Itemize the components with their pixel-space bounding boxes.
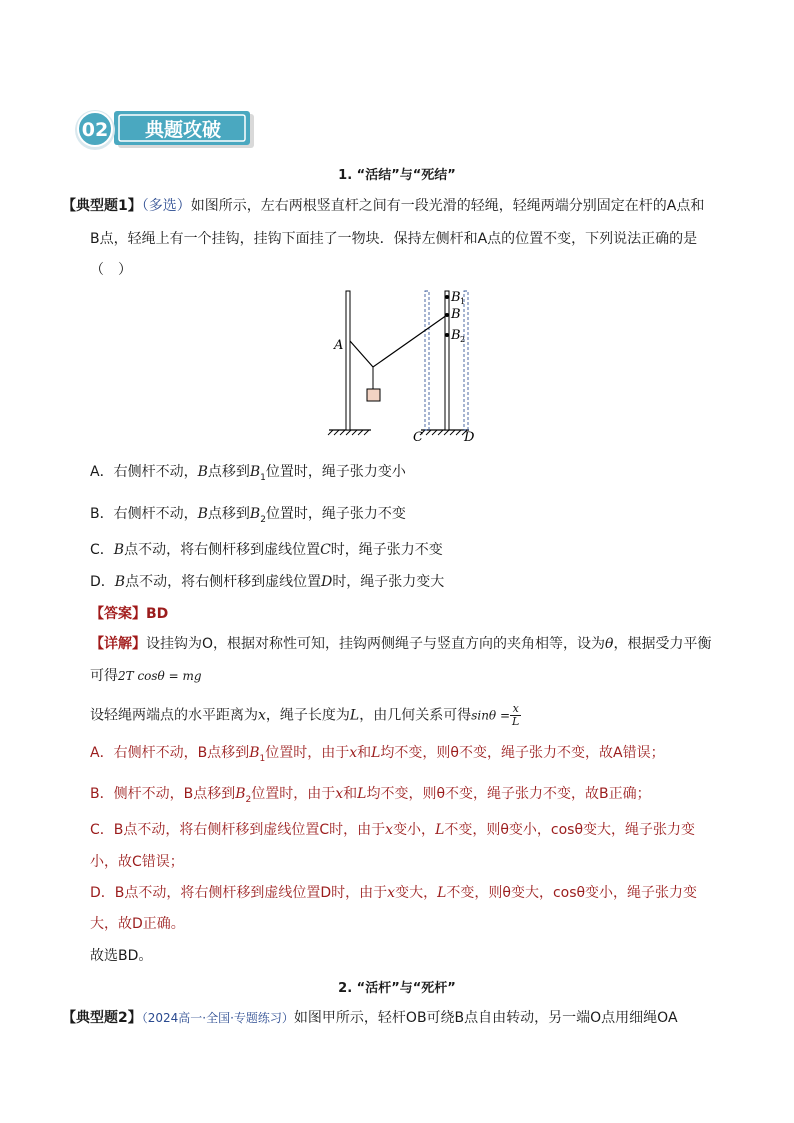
- detail-eq1: 2T cosθ = mg: [118, 669, 202, 683]
- option-b-bx: B: [249, 506, 261, 522]
- answer-line: [90, 604, 168, 624]
- section-badge: [74, 108, 259, 152]
- q2-source: （2024高一·全国·专题练习）: [141, 1011, 294, 1025]
- detail-line3a: 设轻绳两端点的水平距离为: [90, 707, 258, 724]
- detail-tag: 【详解】: [90, 636, 146, 652]
- detail-c-mid: 变小，: [393, 822, 436, 838]
- detail-b: [90, 784, 651, 810]
- q1-stem-text1: 如图所示，左右两根竖直杆之间有一段光滑的轻绳，轻绳两端分别固定在杆的A点和: [190, 198, 705, 214]
- detail-line1b: ，根据受力平衡: [613, 636, 712, 652]
- detail-d-mid: 变大，: [395, 885, 438, 901]
- fraction-numerator: x: [510, 703, 521, 716]
- detail-a-l: L: [371, 745, 381, 761]
- option-a-pre: A．右侧杆不动，: [90, 464, 198, 480]
- detail-d-rest: 不变，则θ变大，cosθ变小，绳子张力变: [446, 885, 698, 901]
- option-a: [90, 462, 406, 488]
- label-b1-sub: 1: [460, 297, 466, 306]
- option-b-sub: 2: [260, 514, 266, 525]
- option-b-mid: 点移到: [207, 506, 250, 522]
- label-b2: B: [451, 328, 461, 343]
- detail-d-l: L: [437, 885, 447, 901]
- detail-sin: sinθ =: [471, 708, 511, 723]
- q1-tag: 【典型题1】: [62, 198, 142, 214]
- detail-line2: [90, 666, 202, 686]
- label-b: B: [451, 307, 461, 322]
- detail-l: L: [349, 707, 360, 724]
- left-pole: [346, 291, 350, 430]
- detail-b-l: L: [357, 786, 367, 802]
- badge-title: 典题攻破: [144, 119, 221, 141]
- option-b-pre: B．右侧杆不动，: [90, 506, 198, 522]
- label-c: C: [413, 430, 423, 445]
- detail-b-rest: 均不变，则θ不变，绳子张力不变，故B正确；: [366, 786, 651, 802]
- detail-b-and: 和: [343, 786, 358, 802]
- detail-a-mid: 位置时，由于: [265, 745, 350, 761]
- detail-c-2: 小，故C错误；: [90, 854, 184, 870]
- q1-paren: （ ）: [90, 262, 132, 278]
- dashed-position-c: [425, 291, 429, 430]
- q1-figure: [325, 285, 480, 445]
- detail-a-pre: A．右侧杆不动，B点移到: [90, 745, 250, 761]
- q1-stem-line2: B点，轻绳上有一个挂钩，挂钩下面挂了一物块．保持左侧杆和A点的位置不变，下列说法正确的是: [90, 231, 698, 247]
- label-d: D: [464, 430, 475, 445]
- option-d-pos: D: [321, 574, 333, 590]
- option-a-b: B: [197, 464, 208, 480]
- detail-line3: [90, 703, 521, 728]
- option-c-b: B: [113, 542, 125, 558]
- q2-tag: 【典型题2】: [62, 1010, 142, 1026]
- option-b-b: B: [197, 506, 208, 522]
- option-d-post: 时，绳子张力变大: [332, 574, 445, 590]
- option-a-post: 位置时，绳子张力变小: [265, 464, 406, 480]
- detail-d-2: 大，故D正确。: [90, 916, 185, 932]
- right-pole: [445, 291, 449, 430]
- detail-a-bx: B: [249, 745, 260, 761]
- detail-line1-text: 设挂钩为O，根据对称性可知，挂钩两侧绳子与竖直方向的夹角相等，设为: [146, 636, 606, 652]
- answer-tag: 【答案】: [90, 606, 146, 622]
- hanging-block: [367, 389, 380, 401]
- detail-c-x: x: [385, 822, 394, 838]
- dashed-position-d: [464, 291, 468, 430]
- option-b-post: 位置时，绳子张力不变: [265, 506, 406, 522]
- option-a-sub: 1: [260, 472, 266, 483]
- detail-a-sub: 1: [259, 753, 266, 764]
- q2-stem: [62, 1008, 678, 1028]
- detail-b-bx: B: [235, 786, 246, 802]
- rope: [350, 315, 447, 367]
- detail-b-x: x: [335, 786, 344, 802]
- option-d-mid: 点不动，将右侧杆移到虚线位置: [125, 574, 322, 590]
- detail-theta: θ: [605, 636, 614, 652]
- option-a-mid: 点移到: [207, 464, 250, 480]
- label-b2-sub: 2: [460, 335, 466, 344]
- option-b: [90, 504, 406, 530]
- option-d: [90, 572, 444, 592]
- option-c: [90, 540, 443, 560]
- detail-c-1: [90, 820, 695, 840]
- option-d-pre: D．: [90, 574, 115, 590]
- label-a: A: [334, 338, 344, 353]
- detail-c-l: L: [435, 822, 445, 838]
- option-c-post: 时，绳子张力不变: [330, 542, 443, 558]
- option-d-b: B: [114, 574, 126, 590]
- q1-stem-line1: [62, 196, 704, 216]
- detail-fraction: [510, 703, 521, 728]
- detail-a: [90, 743, 665, 769]
- detail-c-rest: 不变，则θ变小，cosθ变大，绳子张力变: [444, 822, 696, 838]
- detail-line2-text: 可得: [90, 668, 118, 684]
- option-c-mid: 点不动，将右侧杆移到虚线位置: [124, 542, 321, 558]
- detail-b-mid: 位置时，由于: [251, 786, 336, 802]
- option-c-pos: C: [320, 542, 331, 558]
- q2-stem-text: 如图甲所示，轻杆OB可绕B点自由转动，另一端O点用细绳OA: [293, 1010, 678, 1026]
- detail-b-sub: 2: [245, 794, 252, 805]
- detail-final: 故选BD。: [90, 948, 153, 964]
- option-c-pre: C．: [90, 542, 114, 558]
- detail-d-1: [90, 883, 697, 903]
- badge-number: 02: [81, 119, 109, 141]
- q1-multi: （多选）: [141, 198, 191, 214]
- detail-c-pre: C．B点不动，将右侧杆移到虚线位置C时，由于: [90, 822, 386, 838]
- detail-d-x: x: [387, 885, 396, 901]
- answer-value: BD: [146, 606, 169, 622]
- detail-d-pre: D．B点不动，将右侧杆移到虚线位置D时，由于: [90, 885, 388, 901]
- section-1-title: 1. “活结”与“死结”: [338, 168, 456, 183]
- detail-x: x: [258, 707, 266, 724]
- detail-a-rest: 均不变，则θ不变，绳子张力不变，故A错误；: [380, 745, 665, 761]
- label-b1: B: [451, 290, 461, 305]
- detail-a-and: 和: [357, 745, 372, 761]
- detail-b-pre: B．侧杆不动，B点移到: [90, 786, 236, 802]
- detail-line1: [90, 634, 711, 654]
- detail-a-x: x: [349, 745, 358, 761]
- section-2-title: 2. “活杆”与“死杆”: [338, 981, 456, 996]
- detail-line3c: ，由几何关系可得: [359, 707, 472, 724]
- detail-line3b: ，绳子长度为: [265, 707, 350, 724]
- fraction-denominator: L: [512, 715, 520, 728]
- option-a-bx: B: [249, 464, 261, 480]
